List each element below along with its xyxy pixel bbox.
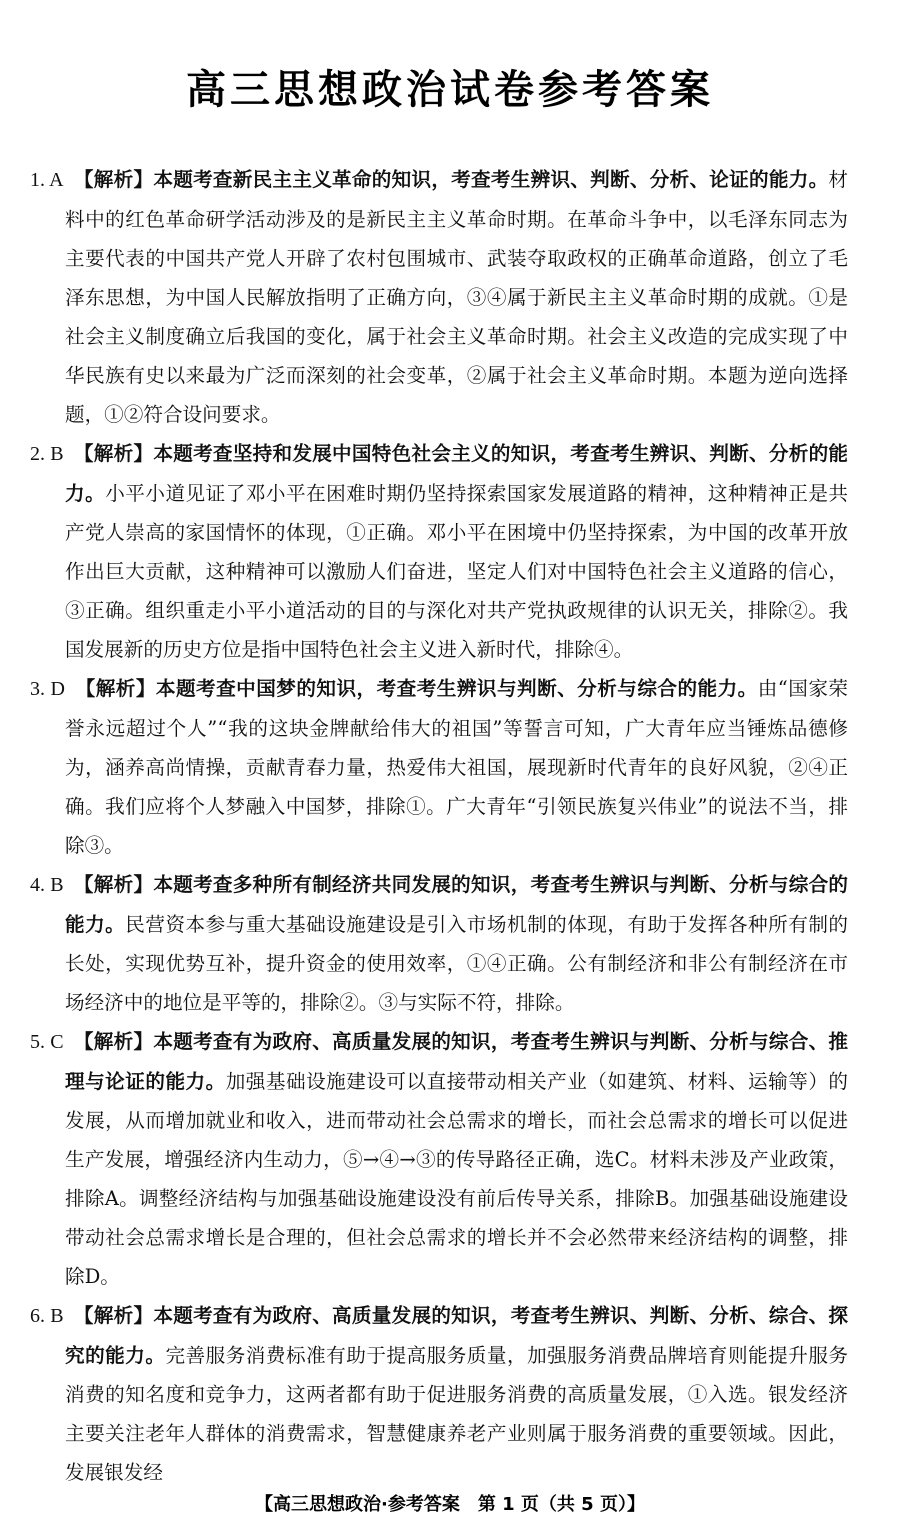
analysis-text: 完善服务消费标准有助于提高服务质量，加强服务消费品牌培育则能提升服务消费的知名度和竞争力，这两者都有助于促进服务消费的高质量发展，①入选。银发经济主要关注老年人群体的消费需求，智慧健康养老产业则属于服务消费的重要领域。因此，发展银发经: [65, 1344, 849, 1484]
analysis-tag: 【解析】: [83, 1030, 154, 1053]
answer-item-5: [30, 1022, 848, 1296]
analysis-stem: 本题考查有为政府、高质量发展的知识，考查考生辨识、判断、分析、综合、探究的能力。: [65, 1304, 849, 1367]
analysis-tag: 【解析】: [83, 873, 154, 896]
page-title: 高三思想政治试卷参考答案: [186, 67, 714, 113]
answer-number: 6. B: [30, 1305, 64, 1327]
analysis-text: 小平小道见证了邓小平在困难时期仍坚持探索国家发展道路的精神，这种精神正是共产党人崇高的家国情怀的体现，①正确。邓小平在困境中仍坚持探索，为中国的改革开放作出巨大贡献，这种精神可以激励人们奋进，坚定人们对中国特色社会主义道路的信心，③正确。组织重走小平小道活动的目的与深化对共产党执政规律的认识无关，排除②。我国发展新的历史方位是指中国特色社会主义进入新时代，排除④。: [65, 482, 849, 661]
answer-item-1: [30, 160, 848, 434]
analysis-tag: 【解析】: [83, 442, 154, 465]
answer-number: 5. C: [30, 1031, 64, 1053]
analysis-stem: 本题考查多种所有制经济共同发展的知识，考查考生辨识与判断、分析与综合的能力。: [65, 873, 849, 936]
page-footer: 【高三思想政治·参考答案 第 1 页（共 5 页）】: [255, 1494, 645, 1515]
analysis-tag: 【解析】: [85, 677, 156, 700]
answer-list: [30, 160, 848, 1492]
analysis-stem: 本题考查中国梦的知识，考查考生辨识与判断、分析与综合的能力。: [155, 677, 758, 700]
analysis-stem: 本题考查新民主主义革命的知识，考查考生辨识、判断、分析、论证的能力。: [153, 168, 829, 191]
analysis-text: 加强基础设施建设可以直接带动相关产业（如建筑、材料、运输等）的发展，从而增加就业和收入，进而带动社会总需求的增长，而社会总需求的增长可以促进生产发展，增强经济内生动力，⑤→④→③的传导路径正确，选C。材料未涉及产业政策，排除A。调整经济结构与加强基础设施建设没有前后传导关系，排除B。加强基础设施建设带动社会总需求增长是合理的，但社会总需求的增长并不会必然带来经济结构的调整，排除D。: [65, 1070, 849, 1288]
analysis-tag: 【解析】: [83, 168, 154, 191]
analysis-text: 材料中的红色革命研学活动涉及的是新民主主义革命时期。在革命斗争中，以毛泽东同志为主要代表的中国共产党人开辟了农村包围城市、武装夺取政权的正确革命道路，创立了毛泽东思想，为中国人民解放指明了正确方向，③④属于新民主主义革命时期的成就。①是社会主义制度确立后我国的变化，属于社会主义革命时期。社会主义改造的完成实现了中华民族有史以来最为广泛而深刻的社会变革，②属于社会主义革命时期。本题为逆向选择题，①②符合设问要求。: [65, 168, 849, 426]
analysis-stem: 本题考查坚持和发展中国特色社会主义的知识，考查考生辨识、判断、分析的能力。: [65, 442, 849, 505]
answer-item-2: [30, 434, 848, 669]
answer-number: 3. D: [30, 678, 65, 700]
analysis-stem: 本题考查有为政府、高质量发展的知识，考查考生辨识与判断、分析与综合、推理与论证的能力。: [65, 1030, 849, 1093]
answer-number: 1. A: [30, 169, 64, 191]
answer-item-4: [30, 865, 848, 1022]
analysis-text: 由“国家荣誉永远超过个人”“我的这块金牌献给伟大的祖国”等誓言可知，广大青年应当锤炼品德修为，涵养高尚情操，贡献青春力量，热爱伟大祖国，展现新时代青年的良好风貌，②④正确。我们应将个人梦融入中国梦，排除①。广大青年“引领民族复兴伟业”的说法不当，排除③。: [65, 677, 849, 857]
answer-number: 4. B: [30, 874, 64, 896]
analysis-tag: 【解析】: [83, 1304, 154, 1327]
answer-item-3: [30, 669, 848, 865]
answer-number: 2. B: [30, 443, 64, 465]
analysis-text: 民营资本参与重大基础设施建设是引入市场机制的体现，有助于发挥各种所有制的长处，实现优势互补，提升资金的使用效率，①④正确。公有制经济和非公有制经济在市场经济中的地位是平等的，排除②。③与实际不符，排除。: [65, 913, 849, 1014]
answer-item-6: [30, 1296, 848, 1492]
